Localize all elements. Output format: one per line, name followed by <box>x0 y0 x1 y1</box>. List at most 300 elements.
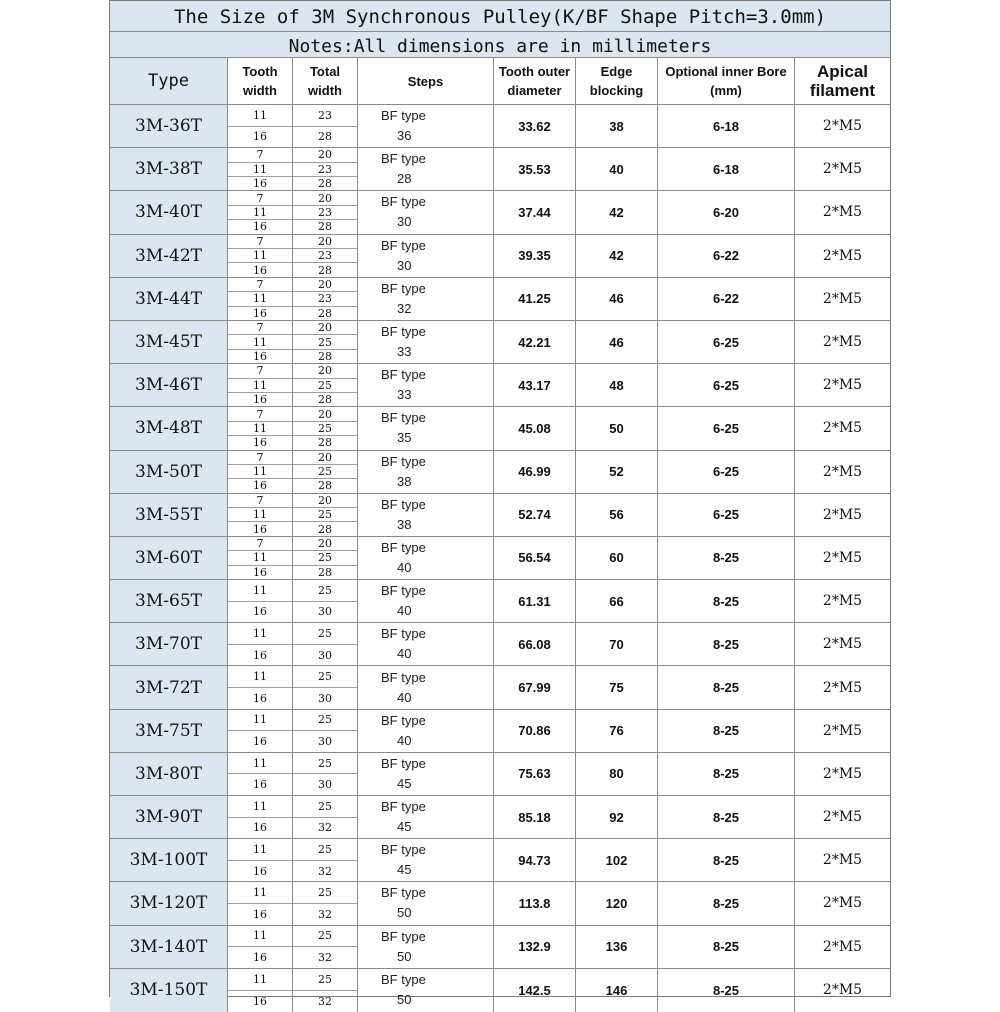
tooth-width-cell <box>228 494 293 536</box>
edge-blocking: 48 <box>576 364 658 406</box>
table-row <box>110 407 890 450</box>
tooth-width-cell <box>228 882 293 924</box>
tooth-width-cell <box>228 278 293 320</box>
steps-value: 35 <box>397 430 412 446</box>
steps-label: BF type <box>381 237 426 253</box>
pulley-type: 3M-75T <box>110 710 228 752</box>
pulley-type: 3M-40T <box>110 191 228 233</box>
steps-cell <box>358 839 494 881</box>
steps-cell <box>358 796 494 838</box>
inner-bore-range: 6-25 <box>658 407 795 449</box>
pulley-type: 3M-42T <box>110 235 228 277</box>
tooth-outer-diameter: 45.08 <box>494 407 576 449</box>
tooth-width-value: 11 <box>228 580 292 602</box>
inner-bore-range: 6-25 <box>658 321 795 363</box>
pulley-type: 3M-45T <box>110 321 228 363</box>
total-width-cell <box>293 753 358 795</box>
header-apical-filament: Apical filament <box>809 62 876 100</box>
steps-value: 50 <box>397 992 412 1008</box>
total-width-value: 30 <box>318 735 332 749</box>
tooth-width-cell <box>228 839 293 881</box>
total-width-value: 20 <box>293 191 357 205</box>
steps-value: 28 <box>397 171 412 187</box>
total-width-value: 25 <box>293 335 357 349</box>
tooth-width-cell <box>228 580 293 622</box>
pulley-type: 3M-140T <box>110 926 228 968</box>
tooth-width-value: 16 <box>253 177 267 191</box>
tooth-width-value: 11 <box>228 551 292 565</box>
steps-label: BF type <box>381 842 426 858</box>
tooth-width-cell <box>228 796 293 838</box>
steps-cell <box>358 451 494 493</box>
steps-cell <box>358 494 494 536</box>
tooth-width-value: 7 <box>228 235 292 249</box>
inner-bore-range: 6-20 <box>658 191 795 233</box>
inner-bore-range: 8-25 <box>658 753 795 795</box>
apical-filament: 2*M5 <box>822 161 863 178</box>
steps-value: 45 <box>397 775 412 791</box>
tooth-width-value: 11 <box>228 969 292 991</box>
total-width-value: 25 <box>293 969 357 991</box>
edge-blocking: 46 <box>576 278 658 320</box>
tooth-width-cell <box>228 710 293 752</box>
total-width-value: 28 <box>318 220 332 234</box>
pulley-type: 3M-36T <box>110 105 228 147</box>
steps-cell <box>358 278 494 320</box>
pulley-spec-sheet <box>109 0 891 1008</box>
tooth-width-value: 16 <box>253 522 267 536</box>
header-edge-blocking: Edge blocking <box>576 58 658 104</box>
tooth-width-value: 16 <box>253 130 267 144</box>
steps-value: 40 <box>397 559 412 575</box>
steps-cell <box>358 537 494 579</box>
total-width-value: 30 <box>318 605 332 619</box>
total-width-value: 25 <box>293 465 357 479</box>
apical-filament: 2*M5 <box>822 852 863 869</box>
tooth-width-value: 16 <box>253 648 267 662</box>
tooth-outer-diameter: 33.62 <box>494 105 576 147</box>
steps-value: 33 <box>397 344 412 360</box>
table-row <box>110 926 890 969</box>
steps-cell <box>358 882 494 924</box>
total-width-cell <box>293 494 358 536</box>
steps-cell <box>358 148 494 190</box>
total-width-value: 25 <box>293 623 357 645</box>
total-width-cell <box>293 451 358 493</box>
tooth-width-value: 16 <box>253 393 267 407</box>
steps-cell <box>358 580 494 622</box>
edge-blocking: 136 <box>576 926 658 968</box>
table-row <box>110 235 890 278</box>
tooth-width-value: 16 <box>253 907 267 921</box>
edge-blocking: 75 <box>576 666 658 708</box>
total-width-cell <box>293 839 358 881</box>
pulley-type: 3M-48T <box>110 407 228 449</box>
apical-filament: 2*M5 <box>822 506 863 523</box>
steps-label: BF type <box>381 626 426 642</box>
edge-blocking: 70 <box>576 623 658 665</box>
steps-label: BF type <box>381 712 426 728</box>
tooth-width-value: 11 <box>228 105 292 127</box>
notes-line: Notes:All dimensions are in millimeters <box>110 32 890 58</box>
apical-filament: 2*M5 <box>822 118 863 135</box>
edge-blocking: 56 <box>576 494 658 536</box>
tooth-width-value: 7 <box>228 451 292 465</box>
tooth-width-value: 11 <box>228 882 292 904</box>
steps-value: 40 <box>397 646 412 662</box>
tooth-width-value: 16 <box>253 349 267 363</box>
tooth-width-cell <box>228 451 293 493</box>
steps-cell <box>358 753 494 795</box>
tooth-outer-diameter: 142.5 <box>494 969 576 1012</box>
steps-value: 30 <box>397 214 412 230</box>
tooth-outer-diameter: 41.25 <box>494 278 576 320</box>
table-row <box>110 148 890 191</box>
apical-filament: 2*M5 <box>822 549 863 566</box>
apical-filament: 2*M5 <box>822 334 863 351</box>
pulley-type: 3M-50T <box>110 451 228 493</box>
steps-cell <box>358 666 494 708</box>
steps-label: BF type <box>381 324 426 340</box>
tooth-width-value: 7 <box>228 321 292 335</box>
total-width-cell <box>293 364 358 406</box>
inner-bore-range: 6-22 <box>658 278 795 320</box>
tooth-width-value: 16 <box>253 864 267 878</box>
apical-filament: 2*M5 <box>822 593 863 610</box>
steps-cell <box>358 710 494 752</box>
total-width-value: 28 <box>318 522 332 536</box>
apical-filament: 2*M5 <box>822 765 863 782</box>
tooth-width-cell <box>228 969 293 1012</box>
total-width-value: 25 <box>293 753 357 775</box>
inner-bore-range: 8-25 <box>658 882 795 924</box>
pulley-type: 3M-90T <box>110 796 228 838</box>
header-optional-inner-bore: Optional inner Bore (mm) <box>658 58 795 104</box>
inner-bore-range: 8-25 <box>658 969 795 1012</box>
apical-filament: 2*M5 <box>822 938 863 955</box>
total-width-value: 20 <box>293 364 357 378</box>
total-width-cell <box>293 407 358 449</box>
steps-value: 40 <box>397 603 412 619</box>
tooth-width-value: 16 <box>253 821 267 835</box>
table-row <box>110 623 890 666</box>
edge-blocking: 42 <box>576 235 658 277</box>
total-width-value: 25 <box>293 580 357 602</box>
tooth-outer-diameter: 94.73 <box>494 839 576 881</box>
tooth-width-cell <box>228 321 293 363</box>
steps-label: BF type <box>381 885 426 901</box>
table-row <box>110 796 890 839</box>
tooth-outer-diameter: 70.86 <box>494 710 576 752</box>
apical-filament: 2*M5 <box>822 377 863 394</box>
total-width-cell <box>293 580 358 622</box>
total-width-cell <box>293 796 358 838</box>
tooth-width-cell <box>228 537 293 579</box>
tooth-width-cell <box>228 666 293 708</box>
inner-bore-range: 8-25 <box>658 580 795 622</box>
apical-filament: 2*M5 <box>822 722 863 739</box>
total-width-cell <box>293 666 358 708</box>
steps-label: BF type <box>381 539 426 555</box>
pulley-type: 3M-150T <box>110 969 228 1012</box>
inner-bore-range: 6-22 <box>658 235 795 277</box>
total-width-value: 30 <box>318 778 332 792</box>
tooth-width-cell <box>228 926 293 968</box>
inner-bore-range: 8-25 <box>658 839 795 881</box>
total-width-value: 25 <box>293 508 357 522</box>
tooth-width-value: 11 <box>228 839 292 861</box>
total-width-value: 23 <box>293 105 357 127</box>
pulley-type: 3M-38T <box>110 148 228 190</box>
total-width-cell <box>293 105 358 147</box>
tooth-width-cell <box>228 148 293 190</box>
total-width-value: 20 <box>293 537 357 551</box>
total-width-value: 25 <box>293 796 357 818</box>
inner-bore-range: 6-18 <box>658 148 795 190</box>
tooth-width-value: 16 <box>253 950 267 964</box>
total-width-value: 28 <box>318 306 332 320</box>
total-width-cell <box>293 969 358 1012</box>
total-width-value: 25 <box>293 422 357 436</box>
steps-cell <box>358 623 494 665</box>
steps-cell <box>358 364 494 406</box>
inner-bore-range: 6-25 <box>658 494 795 536</box>
table-row <box>110 969 890 1012</box>
steps-label: BF type <box>381 972 426 988</box>
tooth-width-cell <box>228 407 293 449</box>
pulley-type: 3M-80T <box>110 753 228 795</box>
tooth-width-value: 11 <box>228 163 292 177</box>
steps-value: 45 <box>397 862 412 878</box>
table-row <box>110 278 890 321</box>
tooth-width-value: 7 <box>228 364 292 378</box>
total-width-cell <box>293 926 358 968</box>
total-width-cell <box>293 148 358 190</box>
tooth-width-cell <box>228 235 293 277</box>
steps-label: BF type <box>381 453 426 469</box>
tooth-outer-diameter: 61.31 <box>494 580 576 622</box>
edge-blocking: 40 <box>576 148 658 190</box>
total-width-cell <box>293 882 358 924</box>
steps-value: 50 <box>397 905 412 921</box>
steps-cell <box>358 926 494 968</box>
pulley-type: 3M-46T <box>110 364 228 406</box>
total-width-value: 32 <box>318 864 332 878</box>
tooth-width-value: 16 <box>253 605 267 619</box>
edge-blocking: 52 <box>576 451 658 493</box>
header-total-width: Total width <box>293 58 358 104</box>
pulley-type: 3M-120T <box>110 882 228 924</box>
total-width-value: 20 <box>293 451 357 465</box>
tooth-outer-diameter: 67.99 <box>494 666 576 708</box>
header-steps: Steps <box>358 58 494 104</box>
steps-label: BF type <box>381 799 426 815</box>
apical-filament: 2*M5 <box>822 636 863 653</box>
total-width-cell <box>293 321 358 363</box>
inner-bore-range: 8-25 <box>658 926 795 968</box>
header-tooth-outer-diameter: Tooth outer diameter <box>494 58 576 104</box>
tooth-width-value: 11 <box>228 926 292 948</box>
tooth-width-value: 7 <box>228 537 292 551</box>
edge-blocking: 42 <box>576 191 658 233</box>
tooth-outer-diameter: 113.8 <box>494 882 576 924</box>
tooth-width-value: 11 <box>228 710 292 732</box>
tooth-outer-diameter: 75.63 <box>494 753 576 795</box>
table-row <box>110 191 890 234</box>
tooth-width-value: 16 <box>253 263 267 277</box>
table-row <box>110 537 890 580</box>
steps-label: BF type <box>381 583 426 599</box>
tooth-width-value: 11 <box>228 465 292 479</box>
table-header <box>110 58 890 105</box>
tooth-outer-diameter: 66.08 <box>494 623 576 665</box>
tooth-outer-diameter: 132.9 <box>494 926 576 968</box>
tooth-width-cell <box>228 191 293 233</box>
table-row <box>110 839 890 882</box>
tooth-width-value: 16 <box>253 436 267 450</box>
total-width-cell <box>293 191 358 233</box>
edge-blocking: 92 <box>576 796 658 838</box>
steps-value: 33 <box>397 387 412 403</box>
apical-filament: 2*M5 <box>822 290 863 307</box>
tooth-width-value: 16 <box>253 479 267 493</box>
pulley-type: 3M-44T <box>110 278 228 320</box>
tooth-width-cell <box>228 105 293 147</box>
total-width-value: 25 <box>293 839 357 861</box>
total-width-value: 23 <box>293 292 357 306</box>
tooth-width-value: 16 <box>253 306 267 320</box>
steps-value: 36 <box>397 128 412 144</box>
tooth-width-value: 16 <box>253 220 267 234</box>
header-tooth-width: Tooth width <box>228 58 293 104</box>
steps-label: BF type <box>381 194 426 210</box>
tooth-width-value: 11 <box>228 335 292 349</box>
tooth-outer-diameter: 37.44 <box>494 191 576 233</box>
tooth-outer-diameter: 46.99 <box>494 451 576 493</box>
total-width-value: 28 <box>318 565 332 579</box>
tooth-width-value: 11 <box>228 623 292 645</box>
tooth-width-cell <box>228 753 293 795</box>
total-width-value: 23 <box>293 249 357 263</box>
total-width-value: 20 <box>293 407 357 421</box>
steps-label: BF type <box>381 367 426 383</box>
steps-label: BF type <box>381 928 426 944</box>
steps-value: 32 <box>397 300 412 316</box>
steps-label: BF type <box>381 410 426 426</box>
total-width-cell <box>293 623 358 665</box>
tooth-width-value: 16 <box>253 735 267 749</box>
total-width-value: 30 <box>318 691 332 705</box>
total-width-value: 25 <box>293 710 357 732</box>
total-width-value: 25 <box>293 926 357 948</box>
total-width-value: 32 <box>318 994 332 1008</box>
tooth-width-value: 7 <box>228 407 292 421</box>
edge-blocking: 76 <box>576 710 658 752</box>
steps-value: 40 <box>397 689 412 705</box>
apical-filament: 2*M5 <box>822 247 863 264</box>
tooth-width-value: 11 <box>228 292 292 306</box>
total-width-value: 30 <box>318 648 332 662</box>
total-width-value: 28 <box>318 263 332 277</box>
tooth-width-value: 11 <box>228 666 292 688</box>
table-body <box>110 105 890 1012</box>
steps-label: BF type <box>381 669 426 685</box>
total-width-value: 25 <box>293 551 357 565</box>
inner-bore-range: 6-25 <box>658 451 795 493</box>
total-width-value: 28 <box>318 479 332 493</box>
edge-blocking: 46 <box>576 321 658 363</box>
inner-bore-range: 8-25 <box>658 666 795 708</box>
total-width-value: 32 <box>318 821 332 835</box>
apical-filament: 2*M5 <box>822 463 863 480</box>
inner-bore-range: 8-25 <box>658 537 795 579</box>
steps-value: 38 <box>397 473 412 489</box>
tooth-width-value: 11 <box>228 379 292 393</box>
steps-label: BF type <box>381 108 426 124</box>
edge-blocking: 50 <box>576 407 658 449</box>
edge-blocking: 60 <box>576 537 658 579</box>
tooth-width-cell <box>228 364 293 406</box>
total-width-value: 28 <box>318 436 332 450</box>
tooth-width-value: 7 <box>228 278 292 292</box>
total-width-value: 20 <box>293 148 357 162</box>
tooth-width-value: 16 <box>253 691 267 705</box>
apical-filament: 2*M5 <box>822 679 863 696</box>
steps-label: BF type <box>381 496 426 512</box>
pulley-type: 3M-60T <box>110 537 228 579</box>
table-row <box>110 580 890 623</box>
edge-blocking: 146 <box>576 969 658 1012</box>
tooth-width-value: 16 <box>253 565 267 579</box>
pulley-type: 3M-72T <box>110 666 228 708</box>
steps-value: 40 <box>397 732 412 748</box>
inner-bore-range: 8-25 <box>658 623 795 665</box>
edge-blocking: 102 <box>576 839 658 881</box>
total-width-value: 25 <box>293 666 357 688</box>
tooth-width-value: 11 <box>228 249 292 263</box>
steps-cell <box>358 191 494 233</box>
steps-cell <box>358 321 494 363</box>
page-title: The Size of 3M Synchronous Pulley(K/BF Shape Pitch=3.0mm) <box>110 1 890 32</box>
total-width-value: 28 <box>318 177 332 191</box>
tooth-width-value: 7 <box>228 148 292 162</box>
tooth-outer-diameter: 56.54 <box>494 537 576 579</box>
table-row <box>110 753 890 796</box>
table-row <box>110 321 890 364</box>
header-type: Type <box>110 58 228 104</box>
tooth-width-value: 11 <box>228 422 292 436</box>
total-width-value: 20 <box>293 494 357 508</box>
inner-bore-range: 6-18 <box>658 105 795 147</box>
tooth-width-value: 11 <box>228 206 292 220</box>
total-width-value: 23 <box>293 206 357 220</box>
pulley-type: 3M-55T <box>110 494 228 536</box>
tooth-width-value: 11 <box>228 796 292 818</box>
edge-blocking: 80 <box>576 753 658 795</box>
tooth-width-value: 7 <box>228 494 292 508</box>
steps-value: 45 <box>397 819 412 835</box>
apical-filament: 2*M5 <box>822 204 863 221</box>
total-width-cell <box>293 710 358 752</box>
inner-bore-range: 6-25 <box>658 364 795 406</box>
pulley-type: 3M-70T <box>110 623 228 665</box>
steps-label: BF type <box>381 151 426 167</box>
apical-filament: 2*M5 <box>822 895 863 912</box>
pulley-type: 3M-65T <box>110 580 228 622</box>
tooth-width-value: 16 <box>253 778 267 792</box>
tooth-outer-diameter: 43.17 <box>494 364 576 406</box>
tooth-outer-diameter: 42.21 <box>494 321 576 363</box>
